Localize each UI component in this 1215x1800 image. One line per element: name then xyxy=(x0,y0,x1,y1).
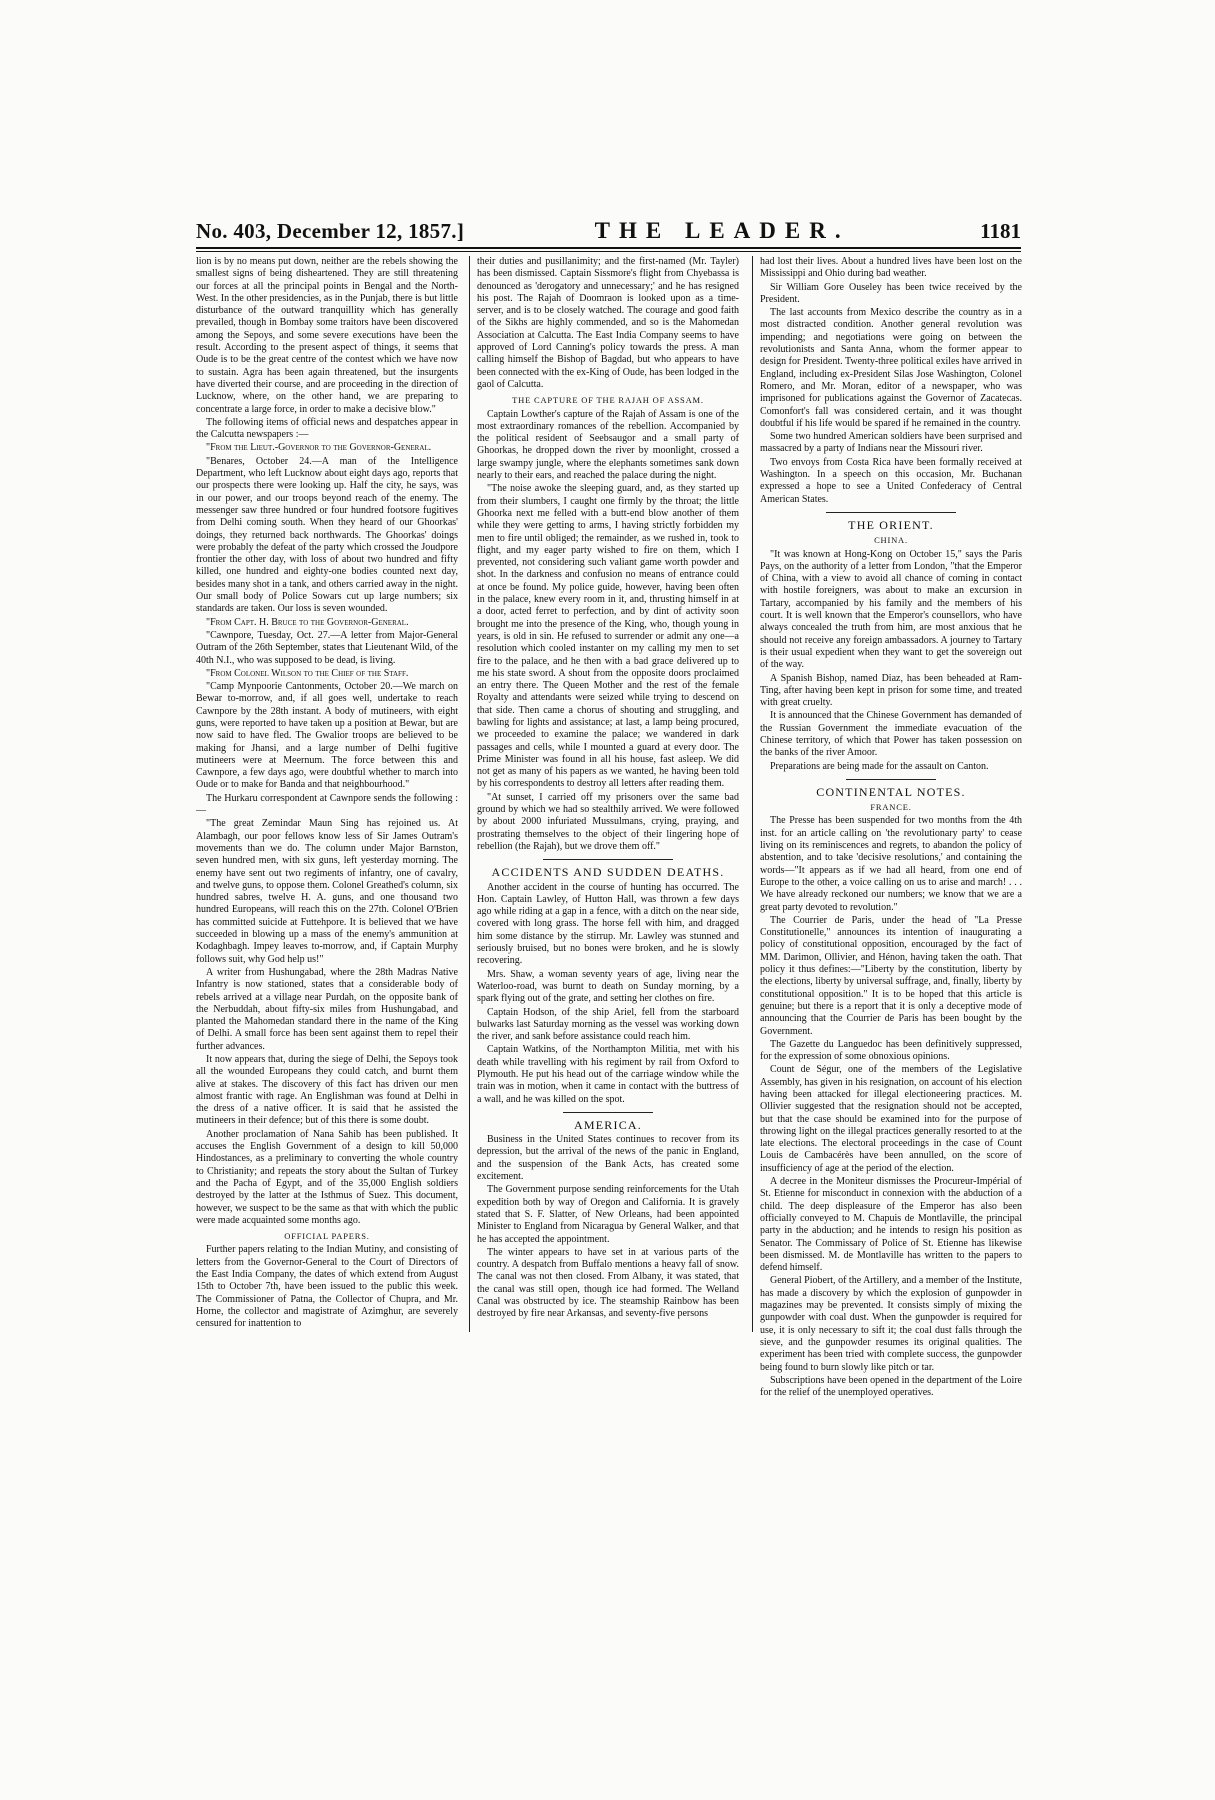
paragraph: lion is by no means put down, neither are the rebels showing the smallest signs of being disheartened. They are still threatening our forces at all the principal points in Bengal and the North-West. In the other presidencies, as in the Punjab, there is but little disturbance of the outward tranquillity which has generally prevailed, though in Bombay some traitors have been discovered among the Sepoys, and some severe executions have been the result. According to the present aspect of things, it seems that Oude is to be the great centre of the contest which we have now to sustain. Agra has been again threatened, but the insurgents have diverted their course, and are proceeding in the direction of Lucknow, where, on the other hand, we are preparing to concentrate a large force, in order to make a decisive blow." xyxy=(196,256,458,415)
paragraph: A decree in the Moniteur dismisses the Procureur-Impérial of St. Etienne for misconduct in connexion with the abduction of a child. The deep displeasure of the Emperor has also been officially conveyed to M. Chapuis de Montlaville, the principal party in the abduction; and he intends to resign his position as Senator. The Commissary of Police of St. Etienne has likewise been dismissed. M. de Montlaville has written to the papers to defend himself. xyxy=(760,1176,1022,1274)
paragraph: A Spanish Bishop, named Diaz, has been beheaded at Ram-Ting, after having been kept in prison for some time, and treated with great cruelty. xyxy=(760,672,1022,709)
section-heading: AMERICA. xyxy=(574,1117,642,1132)
newspaper-title: THE LEADER. xyxy=(594,218,850,243)
paragraph: It now appears that, during the siege of Delhi, the Sepoys took all the wounded Europeans they could catch, and burnt them alive at stakes. The discovery of this fact has driven our men almost frantic with rage. An Englishman was found at Delhi in the dress of a native officer. It is said that he assisted the mutineers in their defence; but of this there is some doubt. xyxy=(196,1054,458,1127)
paragraph: Subscriptions have been opened in the department of the Loire for the relief of the unemployed operatives. xyxy=(760,1374,1022,1399)
paragraph: Further papers relating to the Indian Mutiny, and consisting of letters from the Governor-General to the Court of Directors of the East India Company, the dates of which extend from August 15th to October 7th, have been issued to the public this week. The Commissioner of Patna, the Collector of Chupra, and Mr. Horne, the collector and magistrate of Azimghur, are severely censured for inattention to xyxy=(196,1244,458,1330)
paragraph: The Presse has been suspended for two months from the 4th inst. for an article calling on 'the revolutionary party' to cease living on its reminiscences and regrets, to abandon the policy of abstention, and to take 'decisive resolutions,' and containing the words—"It appears as if we had all heard, from one end of Europe to the other, a voice calling on us to arise and march! . . . We have already reckoned our numbers; we know that we are a great party devoted to revolution." xyxy=(760,815,1022,913)
paragraph: Preparations are being made for the assault on Canton. xyxy=(770,760,989,772)
masthead-rule xyxy=(196,247,1021,249)
paragraph: "At sunset, I carried off my prisoners over the same bad ground by which we had so stealthily arrived. We were followed by about 2000 infuriated Mussulmans, crying, praying, and prostrating themselves to the object of their lingering hope of rebellion (the Rajah), but we drove them off." xyxy=(477,791,739,852)
paragraph: The Government purpose sending reinforcements for the Utah expedition both by way of Oregon and California. It is gravely stated that S. F. Slatter, of New Orleans, had been appointed Minister to England from Nicaragua by General Walker, and that he has accepted the appointment. xyxy=(477,1184,739,1245)
paragraph: Business in the United States continues to recover from its depression, but the arrival of the news of the panic in England, and the suspension of the Bank Acts, has created some excitement. xyxy=(477,1134,739,1183)
paragraph: their duties and pusillanimity; and the first-named (Mr. Tayler) has been dismissed. Captain Sissmore's flight from Chyebassa is denounced as 'derogatory and unnecessary;' and he has resigned his post. The Rajah of Doomraon is looked upon as a time-server, and is to be closely watched. The courage and good faith of the Sikhs are highly commended, and so is the Mahomedan Association at Calcutta. The East India Company seems to have approved of Lord Canning's policy towards the press. A man calling himself the Bishop of Bagdad, but who appears to have been connected with the ex-King of Oude, has been lodged in the gaol of Calcutta. xyxy=(477,256,739,390)
paragraph: The last accounts from Mexico describe the country as in a most distracted condition. Another general revolution was impending; and negotiations were going on between the revolutionists and Santa Anna, whom the former appear to design for President. Twenty-three political exiles have arrived in England, including ex-President Silas Jose Washington, Colonel Romero, and Mr. Moran, editor of a newspaper, who was imprisoned for publications against the Governor of Zacatecas. Comonfort's fall was considered certain, and it was thought doubtful if his life would be spared if he remained in the country. xyxy=(760,307,1022,429)
issue-date: No. 403, December 12, 1857.] xyxy=(196,219,465,243)
paragraph: Count de Ségur, one of the members of the Legislative Assembly, has given in his resignation, on account of his election having been attacked for illegal electioneering practices. M. Ollivier suggested that the resignation should not be accepted, but that the case should be examined into for the purpose of throwing light on the illegal practices generally resorted to at the late elections. The electoral proceedings in the case of Count Louis de Cambacérès have been annulled, on the score of insufficiency of age at the period of the election. xyxy=(760,1064,1022,1174)
paragraph: It is announced that the Chinese Government has demanded of the Russian Government the immediate evacuation of the Chinese territory, of which that Power has taken possession on the banks of the river Amoor. xyxy=(760,710,1022,759)
section-subheading: OFFICIAL PAPERS. xyxy=(284,1231,370,1242)
masthead-rule-thin xyxy=(196,251,1021,252)
paragraph: "Cawnpore, Tuesday, Oct. 27.—A letter from Major-General Outram of the 26th September, states that Lieutenant Wild, of the 40th N.I., who was supposed to be dead, is living. xyxy=(196,629,458,666)
paragraph: "It was known at Hong-Kong on October 15," says the Paris Pays, on the authority of a letter from London, "that the Emperor of China, with a view to avoid all chance of coming in contact with hostile foreigners, was about to make an excursion in Tartary, accompanied by his family and the members of his court. It is well known that the Emperor's counsellors, who have always concealed the truth from him, are most anxious that he should not receive any foreign ambassadors. A journey to Tartary is their usual expedient when they want to get the sovereign out of the way. xyxy=(760,548,1022,671)
column-2 xyxy=(477,256,739,1336)
section-heading: CONTINENTAL NOTES. xyxy=(816,784,966,799)
despatch-heading: "From Colonel Wilson to the Chief of the Staff. xyxy=(206,667,409,679)
section-rule xyxy=(846,779,936,780)
paragraph: Mrs. Shaw, a woman seventy years of age, living near the Waterloo-road, was burnt to death on Sunday morning, by a spark flying out of the grate, and setting her clothes on fire. xyxy=(477,968,739,1005)
paragraph: The Gazette du Languedoc has been definitively suppressed, for the expression of some obnoxious opinions. xyxy=(760,1038,1022,1063)
despatch-heading: "From Capt. H. Bruce to the Governor-General. xyxy=(206,616,409,628)
section-rule xyxy=(543,859,673,860)
section-rule xyxy=(563,1112,653,1113)
paragraph: "Camp Mynpoorie Cantonments, October 20.—We march on Bewar to-morrow, and, if all goes well, undertake to reach Cawnpore by the 28th instant. A body of mutineers, with eight guns, were reported to have taken up a position at Bewar, but are now said to have fled. The Gwalior troops are believed to be making for Jhansi, and a large number of Delhi fugitive mutineers were at Meernum. The force between this and Cawnpore, a few days ago, were doubtful whether to march into Oude or to make for Banda and that neighbourhood." xyxy=(196,681,458,791)
paragraph: The Hurkaru correspondent at Cawnpore sends the following :— xyxy=(196,792,458,817)
column-divider xyxy=(469,256,470,1332)
paragraph: had lost their lives. About a hundred lives have been lost on the Mississippi and Ohio during bad weather. xyxy=(760,256,1022,280)
paragraph: "The great Zemindar Maun Sing has rejoined us. At Alambagh, our poor fellows know less of Sir James Outram's movements than we do. The column under Major Barnston, seven hundred men, with six guns, left yesterday morning. The enemy have sent out two regiments of infantry, one of cavalry, and twelve guns, to oppose them. Colonel Greathed's column, six hundred sabres, twelve H. A. guns, and one thousand two hundred Europeans, will reach this on the 27th. Colonel O'Brien has committed suicide at Futtehpore. It is believed that we have succeeded in blowing up a mass of the enemy's ammunition at Kodaghbagh. Impey leaves to-morrow, and, if Captain Murphy follows suit, why God help us!" xyxy=(196,818,458,965)
masthead xyxy=(196,218,1021,244)
column-3 xyxy=(760,256,1022,1399)
column-1 xyxy=(196,256,458,1336)
paragraph: Captain Watkins, of the Northampton Militia, met with his death while travelling with his regiment by rail from Oxford to Plymouth. He put his head out of the carriage window while the train was in motion, when it came in contact with the buttress of a wall, and he was killed on the spot. xyxy=(477,1044,739,1105)
column-divider xyxy=(752,256,753,1332)
paragraph: Captain Hodson, of the ship Ariel, fell from the starboard bulwarks last Saturday morning as the vessel was working down the river, and sank before assistance could reach him. xyxy=(477,1006,739,1043)
paragraph: The following items of official news and despatches appear in the Calcutta newspapers :— xyxy=(196,416,458,441)
section-subheading: CHINA. xyxy=(874,535,908,546)
paragraph: Two envoys from Costa Rica have been formally received at Washington. In a speech on this occasion, Mr. Buchanan expressed a hope to see a United Confederacy of Central American States. xyxy=(760,456,1022,505)
paragraph: Captain Lowther's capture of the Rajah of Assam is one of the most extraordinary romances of the rebellion. Accompanied by the political resident of Seebsaugor and a small party of Ghoorkas, he dropped down the river by moonlight, crossed a large swampy jungle, where the elephants sometimes sank down nearly to their ears, and reached the palace during the night. xyxy=(477,408,739,482)
paragraph: Another proclamation of Nana Sahib has been published. It accuses the English Government of a design to kill 50,000 Hindostances, as a preliminary to converting the whole country to Christianity; and repeats the story about the Sultan of Turkey and the Pacha of Egypt, and of the 35,000 English soldiers destroyed by the latter at the Isthmus of Suez. This document, however, we suspect to be the same as that with which the public were made acquainted some months ago. xyxy=(196,1128,458,1226)
paragraph: "The noise awoke the sleeping guard, and, as they started up from their slumbers, I caught one firmly by the throat; the little Ghoorka next me felled with a butt-end blow another of them while they were getting to arms, I having strictly forbidden my men to fire until obliged; the remainder, as we rushed in, took to flight, and my eager party wished to fire on them, which I prevented, not considering such valiant game worth powder and shot. In the darkness and confusion no means of entrance could at once be found. My police guide, however, having been often in the palace, knew every room in it, and, thrusting himself in at a door, acted ferret to perfection, and by dint of activity soon brought me into the presence of the King, who, though young in years, is old in sin. He refused to surrender or admit any one—a resolution which cooled instanter on my calling my men to set fire to the palace, and he then with a bad grace delivered up to me his state sword. A shout from the opposite doors proclaimed an entry there. The Queen Mother and the rest of the female Royalty and attendants were seized while trying to descend on that side. Then came a chorus of shouting and struggling, and bawling for lights and assistance; at last, a lamp being procured, we proceeded to examine the palace; we wandered in dark passages and cells, while I mounted a guard at every door. The Prime Minister was found in all his house, fast asleep. We did not get as many of his papers as we wanted, he having been told by his correspondents to destroy all letters after reading them. xyxy=(477,483,739,790)
section-heading: THE ORIENT. xyxy=(848,517,934,532)
paragraph: A writer from Hushungabad, where the 28th Madras Native Infantry is now stationed, states that a considerable body of rebels arrived at a village near Purdah, on the opposite bank of the Nerbuddah, about fifty-six miles from Hushungabad, and planted the Mahomedan standard there in the name of the King of Delhi. A small force has been sent against them to repel their further advances. xyxy=(196,966,458,1052)
paragraph: Some two hundred American soldiers have been surprised and massacred by a party of Indians near the Missouri river. xyxy=(760,431,1022,455)
paragraph: General Piobert, of the Artillery, and a member of the Institute, has made a discovery by which the explosion of gunpowder in magazines may be prevented. It consists simply of mixing the gunpowder with coal dust. When the gunpowder is required for use, it is only necessary to sift it; the coal dust falls through the sieve, and the gunpowder resumes its original qualities. The experiment has been tried with complete success, the gunpowder being found to burn slowly like pitch or tar. xyxy=(760,1275,1022,1373)
paragraph: The Courrier de Paris, under the head of "La Presse Constitutionelle," announces its intention of inaugurating a policy of constitutional opposition, encouraged by the fact of MM. Darimon, Ollivier, and Hénon, having taken the oath. That policy it thus defines:—"Liberty by the constitution, liberty by the elections, liberty by universal suffrage, and, finally, liberty by constitutional opposition." It is to be hoped that this article is genuine; but there is a report that it is only a deceptive mode of announcing that the Courrier de Paris has been bought by the Government. xyxy=(760,914,1022,1037)
section-subheading: FRANCE. xyxy=(870,802,912,813)
paragraph: Sir William Gore Ouseley has been twice received by the President. xyxy=(760,281,1022,305)
despatch-heading: "From the Lieut.-Governor to the Governor-General. xyxy=(206,442,432,454)
paragraph: The winter appears to have set in at various parts of the country. A despatch from Buffalo mentions a heavy fall of snow. The canal was not then closed. From Albany, it was stated, that the canal was still open, though ice had formed. The Welland Canal was obstructed by ice. The steamship Rainbow has been destroyed by fire near Arkansas, and seventy-five persons xyxy=(477,1246,739,1320)
page-number: 1181 xyxy=(980,219,1021,243)
section-rule xyxy=(826,512,956,513)
paragraph: "Benares, October 24.—A man of the Intelligence Department, who left Lucknow about eight days ago, reports that our prospects there were looking up. Half the city, he says, was in our power, and our troops beyond reach of the enemy. The messenger saw three hundred or four hundred footsore fugitives from Delhi coming south. When they heard of our Ghoorkas' doings, they returned back northwards. The Ghoorkas' doings were probably the defeat of the party which crossed the Joudpore frontier the other day, with loss of about two hundred and fifty killed, one hundred and eighty-one bodies counted next day, besides many shot in a tank, and others carried away in the night. Our small body of Police Sowars cut up large numbers; six standards are taken. Our loss is seven wounded. xyxy=(196,455,458,615)
section-subheading: THE CAPTURE OF THE RAJAH OF ASSAM. xyxy=(512,395,704,406)
paragraph: Another accident in the course of hunting has occurred. The Hon. Captain Lawley, of Hutton Hall, was thrown a few days ago while riding at a gap in a fence, with a ditch on the near side, covered with long grass. The horse fell with him, and dragged him some distance by the stirrup. Mr. Lawley was stunned and seriously bruised, but no bones were broken, and he is slowly recovering. xyxy=(477,881,739,967)
section-heading: ACCIDENTS AND SUDDEN DEATHS. xyxy=(491,865,725,880)
